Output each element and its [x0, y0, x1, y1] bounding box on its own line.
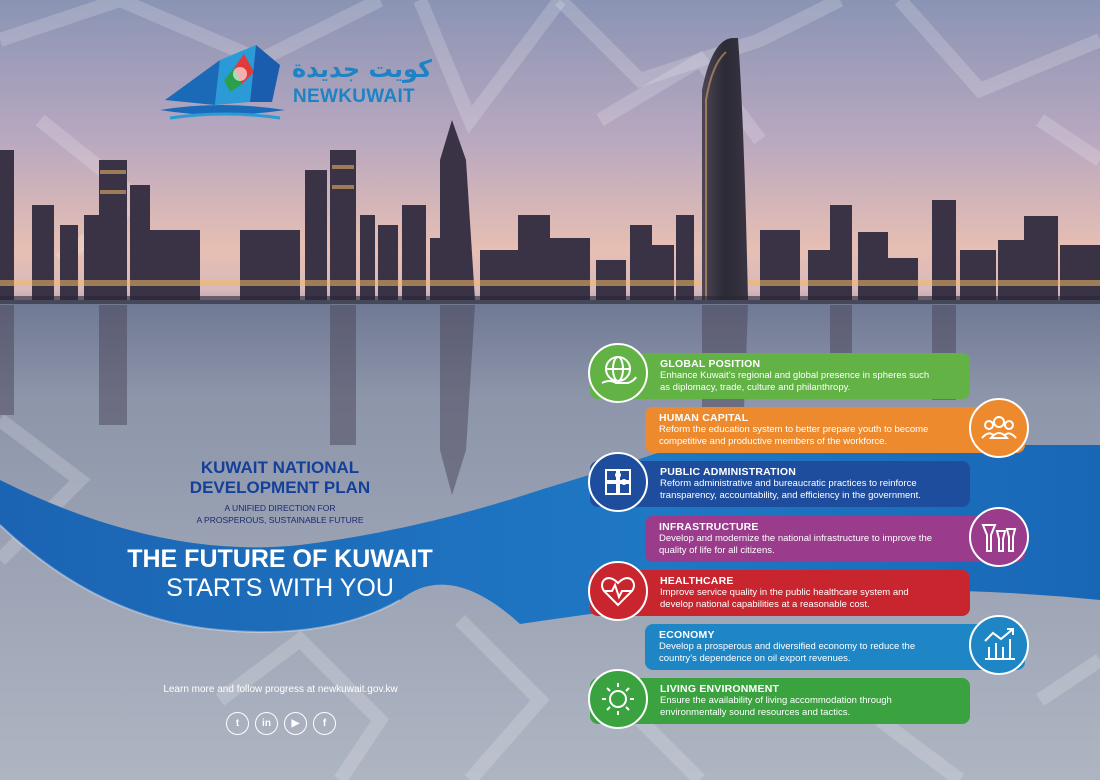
pillar-desc-line: environmentally sound resources and tactics.	[660, 706, 851, 718]
pillar-human-capital	[645, 407, 1025, 453]
newkuwait-logo	[160, 40, 410, 130]
headline-line1: THE FUTURE OF KUWAIT	[127, 545, 433, 573]
pillar-description	[659, 533, 959, 556]
social-links	[226, 712, 336, 735]
plan-title-line2: DEVELOPMENT PLAN	[189, 478, 371, 497]
pillar-desc-line: Enhance Kuwait’s regional and global presence in spheres such	[660, 370, 930, 381]
pillar-desc-line: country’s dependence on oil export revenues.	[659, 652, 851, 664]
learn-more-text: Learn more and follow progress at newkuwait.gov.kw	[163, 684, 398, 695]
pillar-description	[660, 478, 960, 501]
pillar-desc-line: quality of life for all citizens.	[659, 544, 775, 556]
pillar-title: GLOBAL POSITION	[660, 358, 761, 370]
pillar-description	[660, 587, 960, 610]
pillar-title: INFRASTRUCTURE	[659, 521, 759, 533]
youtube-icon[interactable]: ▶	[284, 712, 307, 735]
linkedin-icon[interactable]: in	[255, 712, 278, 735]
plan-title-line1: KUWAIT NATIONAL	[200, 458, 360, 477]
pillar-desc-line: Ensure the availability of living accommodation through	[660, 695, 892, 706]
pillar-description	[659, 424, 959, 447]
pillar-desc-line: transparency, accountability, and efficiency in the government.	[660, 489, 921, 501]
pillar-desc-line: as diplomacy, trade, culture and philanthropy.	[660, 381, 851, 393]
globe-hand-icon	[588, 343, 648, 403]
heart-pulse-icon	[588, 561, 648, 621]
pillar-title: ECONOMY	[659, 629, 715, 641]
pillar-title: PUBLIC ADMINISTRATION	[660, 466, 797, 478]
pillar-desc-line: Improve service quality in the public healthcare system and	[660, 587, 909, 598]
pillar-desc-line: Reform the education system to better prepare youth to become	[659, 424, 929, 435]
headline-line2: STARTS WITH YOU	[166, 574, 394, 602]
pillar-desc-line: develop national capabilities at a reasonable cost.	[660, 598, 870, 610]
pillar-desc-line: Develop a prosperous and diversified economy to reduce the	[659, 641, 916, 652]
growth-chart-icon	[969, 615, 1029, 675]
puzzle-icon	[588, 452, 648, 512]
pillar-description	[659, 641, 959, 664]
plan-subtitle	[170, 502, 390, 526]
plan-title	[170, 458, 390, 498]
plan-subtitle-line2: A PROSPEROUS, SUSTAINABLE FUTURE	[196, 515, 364, 525]
pillar-title: HEALTHCARE	[660, 575, 734, 587]
plan-subtitle-line1: A UNIFIED DIRECTION FOR	[224, 503, 336, 513]
pillar-title: LIVING ENVIRONMENT	[660, 683, 780, 695]
pillar-title: HUMAN CAPITAL	[659, 412, 749, 424]
pillar-description	[660, 695, 960, 718]
towers-icon	[969, 507, 1029, 567]
people-group-icon	[969, 398, 1029, 458]
pillar-desc-line: competitive and productive members of the workforce.	[659, 435, 888, 447]
pillar-desc-line: Develop and modernize the national infrastructure to improve the	[659, 533, 933, 544]
pillar-economy	[645, 624, 1025, 670]
logo-english-text: NEWKUWAIT	[293, 86, 415, 107]
pillar-desc-line: Reform administrative and bureaucratic practices to reinforce	[660, 478, 917, 489]
sun-icon	[588, 669, 648, 729]
facebook-icon[interactable]: f	[313, 712, 336, 735]
logo-arabic-text: كويت جديدة	[292, 55, 432, 83]
pillar-description	[660, 370, 960, 393]
pillar-infrastructure	[645, 516, 1025, 562]
twitter-icon[interactable]: t	[226, 712, 249, 735]
